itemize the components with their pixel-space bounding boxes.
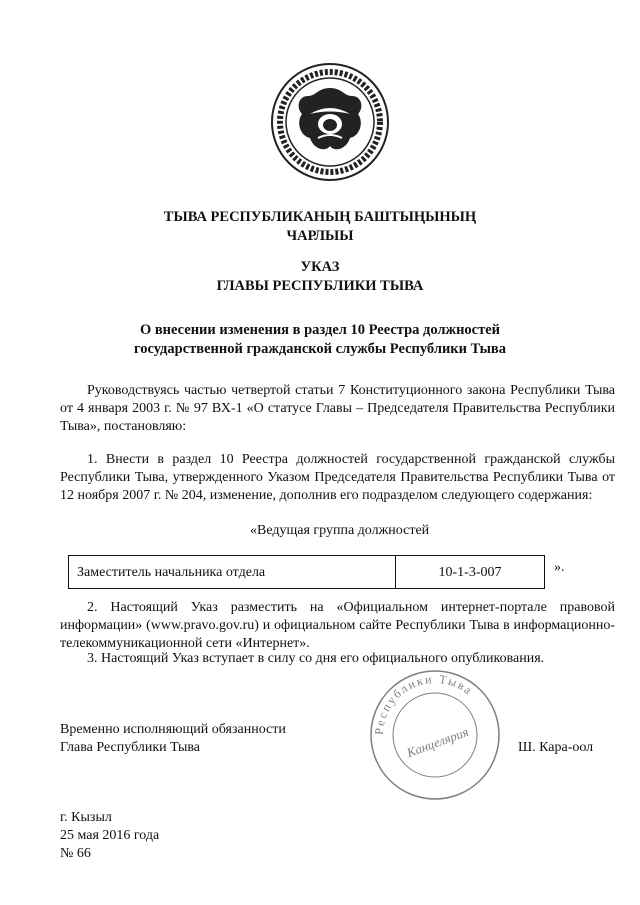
stamp-ring-text: Республики Тыва bbox=[371, 671, 476, 736]
item-1-paragraph: 1. Внести в раздел 10 Реестра должностей государственной гражданской службы Республики Тыва, утвержденного Указом Председателя Правительства Республики Тыва от 12 ноября 2007 г. № 204, изменение, дополнив его подразделом следующего содержания: bbox=[60, 452, 615, 503]
closing-quote: ». bbox=[554, 560, 565, 575]
issuer-label: ГЛАВЫ РЕСПУБЛИКИ ТЫВА bbox=[216, 278, 424, 294]
footer-number: № 66 bbox=[60, 846, 91, 861]
position-code-cell: 10-1-3-007 bbox=[438, 565, 502, 580]
doc-type-label: УКАЗ bbox=[300, 259, 340, 275]
position-group-title: «Ведущая группа должностей bbox=[250, 523, 430, 538]
tyva-heading-line-1: ТЫВА РЕСПУБЛИКАНЫҢ БАШТЫҢЫНЫҢ bbox=[163, 209, 477, 225]
footer-date: 25 мая 2016 года bbox=[60, 828, 160, 843]
tyva-heading-line-2: ЧАРЛЫЫ bbox=[286, 228, 354, 244]
positions-table-row bbox=[68, 555, 545, 589]
signatory-title-line-2: Глава Республики Тыва bbox=[60, 740, 201, 755]
item-3-paragraph: 3. Настоящий Указ вступает в силу со дня его официального опубликования. bbox=[87, 651, 545, 666]
preamble-paragraph: Руководствуясь частью четвертой статьи 7 Конституционного закона Республики Тыва от 4 января 2003 г. № 97 ВХ-1 «О статусе Главы – Председателя Правительства Республики Тыва», постановляю: bbox=[60, 383, 615, 434]
official-stamp-seal bbox=[365, 665, 505, 805]
subject-line-1: О внесении изменения в раздел 10 Реестра должностей bbox=[139, 322, 501, 338]
footer-city: г. Кызыл bbox=[60, 810, 112, 825]
tyva-language-heading bbox=[0, 208, 640, 246]
decree-subject bbox=[0, 321, 640, 359]
decree-heading bbox=[0, 258, 640, 296]
coat-of-arms-emblem bbox=[270, 62, 390, 182]
position-name-cell: Заместитель начальника отдела bbox=[69, 556, 396, 588]
signatory-name: Ш. Кара-оол bbox=[518, 740, 594, 755]
item-2-paragraph: 2. Настоящий Указ разместить на «Официальном интернет-портале правовой информации» (www.pravo.gov.ru) и официальном сайте Республики Тыва в информационно-телекоммуникационной сети «Интернет». bbox=[60, 600, 615, 651]
subject-line-2: государственной гражданской службы Республики Тыва bbox=[134, 341, 506, 357]
signatory-title bbox=[60, 721, 286, 757]
stamp-inner-text: Канцелярия bbox=[404, 723, 471, 761]
signatory-title-line-1: Временно исполняющий обязанности bbox=[60, 722, 286, 737]
decree-footer bbox=[60, 809, 159, 863]
